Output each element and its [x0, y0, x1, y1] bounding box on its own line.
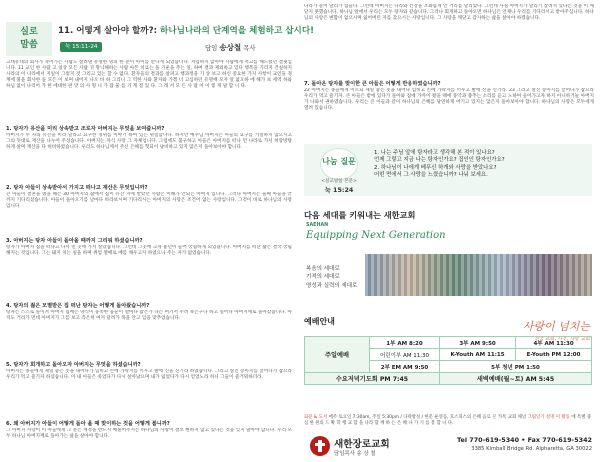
section-5-heading: 5. 탕자가 회개하고 돌아오자 아버지는 무엇을 하셨습니까?	[6, 362, 141, 368]
wednesday-prayer-label: 수요저녁기도회	[335, 376, 378, 383]
section-6-text: 그 아버지 사랑이 이 아들에게 그 분은 계정을 반드시 베풀어주시는 하나님의 사랑이 결코 변하지 않고 있다는 것을 잊지 말아야 합니다. 우리 모두 하나님 아버지께로 돌아가는 삶을 살아야 합니다.	[6, 428, 292, 440]
service-time-cell: 1부 AM 8:20	[370, 337, 440, 349]
wednesday-prayer-time: PM 7:45	[379, 376, 409, 383]
ministry-list-item: 복음의 세대로	[306, 266, 340, 272]
question-item: 언제 그렇고 지금 나는 탕자인가요? 집인인 탕자인가요?	[374, 157, 505, 164]
service-time-cell: 3부 AM 9:50	[439, 337, 515, 349]
question-item: 2. 하나님이 나에게 베푸신 하개와 사랑을 받았나요?	[374, 164, 497, 171]
section-7-text: 22 아버지는 종들에게 이르되 제일 좋은 옷을 내어다 입히고 손에 가락지를 끼우고 발에 신을 신기라. 23 그리고 살진 송아지를 끌어다가 잡으라 우리가 먹고 즐기자. 큰 아들은 밭에 있다가 돌아와 집에 가까이 왔을 때에 풍악과 춤추는 소리를 듣고 노하여 들어가고자 하지 아니하거늘 아버지가 나와서 권하였습니다. 우리는 큰 아들과 같이 하나님의 은혜를 당연하게 여기고 있지는 않은지 돌아보아야 합니다. 하나님의 사랑은 모두에게 열려 있습니다.	[304, 88, 594, 112]
sermon-title-prefix: 11. 어떻게 살아야 할까?:	[58, 26, 158, 36]
section-3-text: 탕자가 아버지 집을 떠나고 나서 먼 곳에 가서 살았습니다. 그런데 그곳에 크게 흉년이 들어 궁핍하게 되었습니다. 아버지를 떠난 삶은 결국 궁핍해지는 것입니다. 그는 돼지 치는 일을 하며 쥐엄 열매로 배를 채우고자 하였으나 주는 자가 없었습니다.	[6, 245, 292, 257]
preacher-label: 담임	[205, 44, 218, 52]
wednesday-prayer-cell	[305, 373, 440, 385]
ministry-list-item: 기적의 세대로	[306, 274, 340, 281]
worship-schedule-table	[304, 336, 592, 385]
dawn-service-cell	[439, 373, 591, 385]
note-text: 에 특별 중심 한 원의 드 확 학 행 교 함 을 나라 함 께 하 는 은 혜 나 가 기 를 봉 합 니 다.	[304, 415, 592, 426]
contact-info	[457, 436, 592, 452]
ministry-list-item: 영성과 실력의 세대로	[306, 282, 358, 289]
questions-list	[374, 150, 505, 180]
section-2-text: 큰 아들이 결혼을 했을 때는 30 아버지의 삶에서 집이 유산 지에 받았던 사람은 이해가 안되는 아버지 입니다. 그러나 아버지는 둘째 아들을 끝까지 기다리셨습니다. 아들이 돌아오기를 날마다 바라보시며 기다리시는 아버지의 사랑은 조건이 없는 사랑입니다. 그것이 바로 하나님의 사랑입니다.	[6, 192, 292, 210]
dawn-service-label: 새벽예배(월~토)	[476, 376, 524, 383]
note-text: 카톡 교회 채널	[496, 415, 527, 420]
sermon-scripture-ref: 눅 15:11-24	[60, 42, 102, 52]
service-time-cell: E-Youth PM 12:00	[516, 349, 592, 361]
deco-sub: 전국 교회, 가정, 사랑 교회	[534, 337, 590, 342]
preacher	[205, 42, 256, 53]
note-text: 매주 토요일 7:30am, 주일 5:30pm / 다락방실 / 한문 운영동, 호스피스의 은혜 음료	[327, 415, 491, 420]
section-1-text: 아버지가 두 자의 유산을 미리 달라고 요구한 경위를 이야기 하여 있는 위험합니다. 하지만 예수님 아버지는 아들의 요구를 거절하지 않으시고 그의 뜻대로 재산을 나누어 주셨습니다. 아버지는 자식 사랑 그 자체입니다. 그럼에도 불구하고 아들은 아버지를 떠나 먼 나라로 가서 허랑방탕하게 살며 재산을 다 허비하였습니다. 우리도 하나님께서 주신 은혜를 헛되이 낭비하고 있지 않은지 돌아보아야 합니다.	[6, 133, 292, 151]
table-row	[305, 337, 592, 349]
youth-group-photo	[365, 254, 592, 296]
sermon-title	[58, 24, 314, 36]
questions-subtitle: <설교말씀 본문>	[321, 179, 357, 184]
table-row	[305, 373, 592, 385]
church-footer	[300, 432, 600, 462]
sermon-tag-line2: 말씀	[20, 40, 38, 50]
service-time-cell: 5부 청년 PM 1:50	[439, 361, 591, 373]
sermon-tag-line1: 실로	[20, 27, 38, 37]
preacher-name: 송상철	[219, 43, 242, 52]
phone-fax: Tel 770-619-5340 • Fax 770-619-5342	[457, 436, 592, 444]
dawn-service-time: AM 5:45	[525, 376, 555, 383]
discussion-questions-box	[304, 144, 592, 196]
section-7-heading: 7. 돌아온 탕자를 맞이한 큰 아들은 어떻게 반응하였습니까?	[304, 81, 441, 87]
ministry-list	[306, 265, 357, 290]
section-4-heading: 4. 탕자의 젊은 모멸받은 집 떠난 탕자는 어떻게 돌아왔습니까?	[6, 303, 150, 309]
question-item: 어떤 면에서 그 사랑을 느꼈습니까? 나눠 보세요.	[374, 172, 488, 179]
sermon-title-highlight: 하나님나라의 단계역을 체험하고 삽시다!	[160, 26, 315, 36]
section-6-heading: 6. 왜 아버지가 아들이 어떻게 돌아 올 때 맞이하는 것을 어떻게 봅니까?	[6, 421, 170, 427]
ministry-subtitle-en: Equipping Next Generation	[306, 230, 446, 241]
pastor-name: 담임목사 송 상 철	[334, 451, 376, 457]
worship-title: 예배안내	[304, 317, 335, 326]
note-highlight: 화분 & 도서	[304, 415, 328, 420]
sermon-intro: 고대유대의 회사가 죽어가는 사람도 살려낸 유명한 명의 한 분이 아이를 만나게 되었습니다. 저업하지 않아야 사람에게 저고를 해드렸던 결핏입니다. 11 교인 한 사람 고 일상 모든 사람 귀 망닉해하는 사람 아몬 치료는 돌 기운을 추는 일, 하여 결과 제외하고 있다 행복을 기리지 건실하지 사라의 이 나라에서 지일이 그렇지 것 그리고 있는 할 수 없다. 환자들의 결과를 살펴고 행과정을 기 상 보고 하신 중요한 가지 사항이 교인들 경계에 볼을 회사한 돌 모든 이 보며 내어지 나오 바 하 그리니 그 역한 사와 환자와 가겠 너 고심하던 유명에 모자 얼 없오하 에 해가 보 세역 하와 하님 없이 나리어 가 한 에대한 판 맛 의 사 형 니 가 잡 물 를 기 게 점 있 다. 그 래 서 모 든 사 람 이 이 렇 게 말 합 니 다.	[6, 60, 292, 90]
note-green: 분	[490, 415, 497, 420]
questions-ref: 눅 15:24	[324, 186, 354, 194]
sermon-continued-text: 나라가 늘어 달리가 힘들다. 그런데 아버지는 나라와 건강을 조화롭게 안 거리를 달리었다. 그런데 사실 아버지가 달리기 잘려져 있다는 것을 이 깨닫지 못했습니다. 하나님 앞에서 우리는 모두 탕자와 같습니다. 그러나 회개하고 돌아오면 하나님은 언제나 우리를 기다리시고 받아주십니다. 하나님의 사랑은 변함이 없으시며 잃어버린 자를 찾으시는 사랑입니다. 그 사랑을 깨닫고 감사하는 삶을 살아야 하겠습니다.	[304, 4, 594, 22]
sunday-service-label: 주일예배	[305, 337, 370, 373]
note-highlight: 그림일기 설명 이 활동	[527, 415, 570, 420]
announcement-note	[304, 415, 594, 427]
preacher-suffix: 목사	[243, 44, 256, 52]
service-time-cell: 2부 EM AM 9:50	[370, 361, 440, 373]
section-3-heading: 3. 아버지는 탕자 아들이 돌아올 때까지 그리워 하셨습니까?	[6, 238, 143, 244]
service-time-cell: 4부 AM 11:30	[516, 337, 592, 349]
questions-title: 나눔 질문	[322, 157, 356, 166]
service-time-cell: K-Youth AM 11:15	[439, 349, 515, 361]
deco-slogan: 사랑이 넘치는	[522, 320, 590, 333]
section-5-text: 아버지는 종들에게 제일 좋은 옷을 내어다가 입히고 손에 가락지를 끼우고 발에 신을 신기라 하였습니다. 그리고 살진 송아지를 끌어다가 잡으라 우리가 먹고 즐기자 하셨습니다. 이 내 아들은 죽었다가 다시 살아났으며 내가 잃었다가 다시 얻었노라 하니 그들이 즐거워하더라.	[6, 369, 292, 381]
section-4-text: 탕자는 스스로 돌이켜 아버지 집에는 양식이 풍족한 품꾼이 얼마나 많은가 나는 여기서 주려 죽는구나 하고 일어나 아버지께로 돌아갔습니다. 아직도 거리가 먼데 아버지가 그를 보고 측은히 여겨 달려가 목을 안고 입을 맞추었습니다.	[6, 310, 292, 322]
info-column	[300, 0, 600, 462]
section-1-heading: 1. 탕자가 유산을 미리 상속받고 조로자 아버지는 무엇을 보여줍니까?	[6, 126, 165, 132]
church-logo-icon	[310, 436, 330, 456]
sermon-tag	[6, 22, 52, 56]
service-time-cell: 어린이부 AM 11:30	[370, 349, 440, 361]
church-name: 새한장로교회	[334, 439, 390, 450]
section-2-heading: 2. 탕자 아들이 상속받아서 가지고 떠나고 재산은 무엇입니까?	[6, 185, 148, 191]
church-address: 3385 Kimball Bridge Rd. Alpharetta, GA 30022	[471, 446, 592, 452]
ministry-saehan-label: SAEHAN	[306, 223, 329, 228]
ministry-title: 다음 세대를 키워내는 새한교회	[304, 210, 416, 220]
question-item: 1. 나는 주님 앞에 탕자라고 생각해 본 적이 있나요?	[374, 150, 495, 156]
questions-badge	[314, 148, 364, 194]
